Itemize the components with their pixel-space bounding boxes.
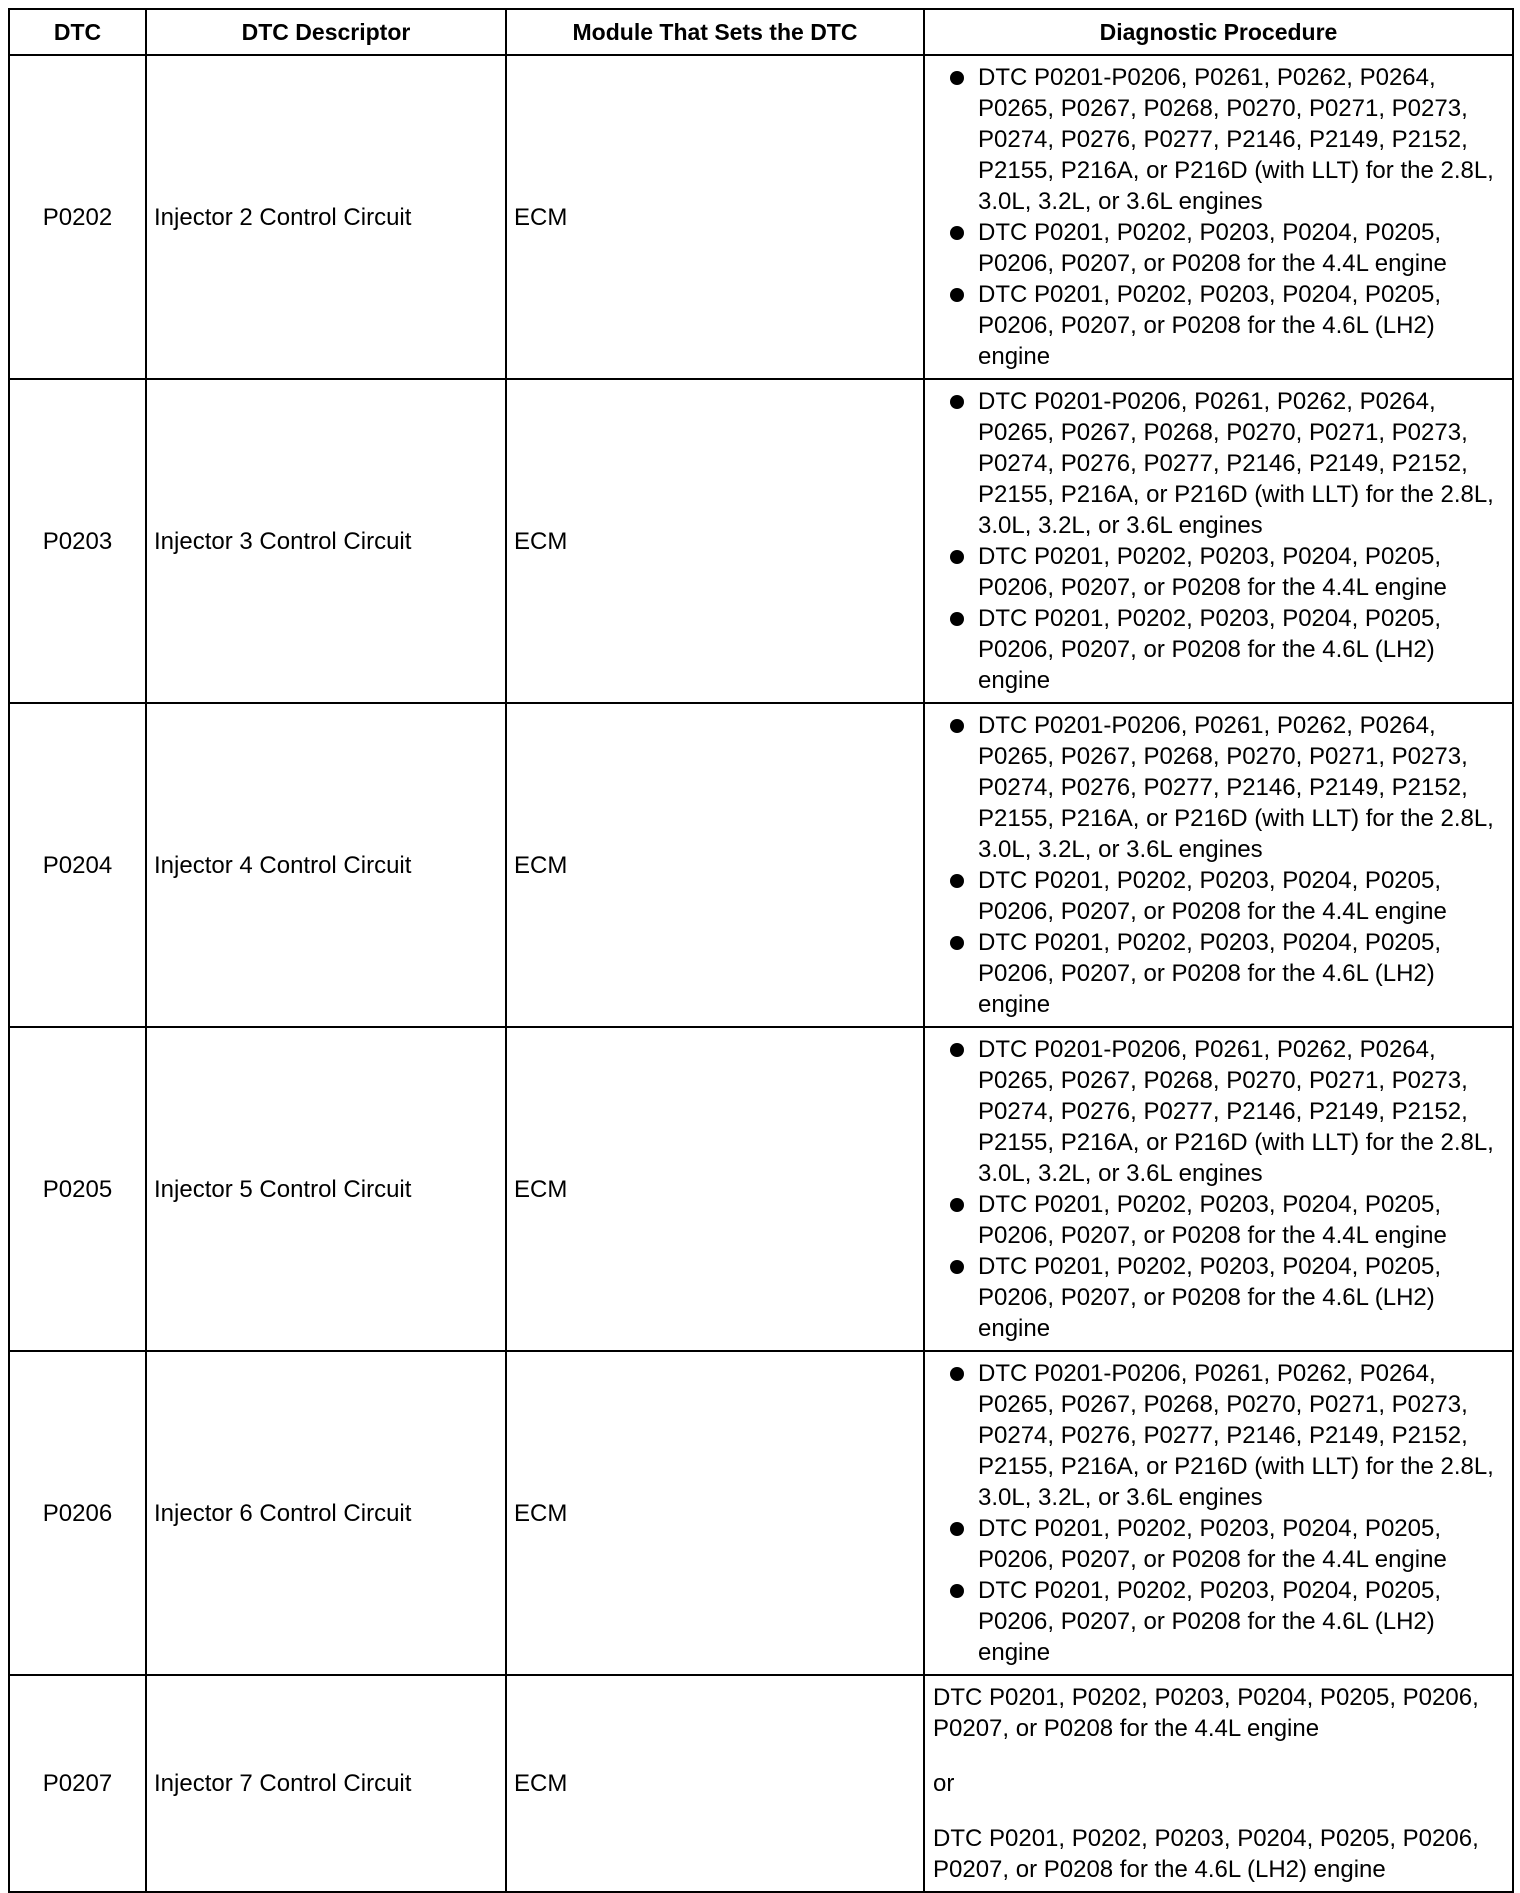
module: ECM: [506, 1675, 924, 1892]
diagnostic-procedure: [924, 379, 1513, 703]
procedure-item: DTC P0201-P0206, P0261, P0262, P0264, P0265, P0267, P0268, P0270, P0271, P0273, P0274, P0276, P0277, P2146, P2149, P2152, P2155, P216A, or P216D (with LLT) for the 2.8L, 3.0L, 3.2L, or 3.6L engines: [933, 386, 1504, 541]
table-row: [9, 1351, 1513, 1675]
procedure-list: [933, 386, 1504, 696]
dtc-descriptor: Injector 7 Control Circuit: [146, 1675, 506, 1892]
diagnostic-procedure: [924, 55, 1513, 379]
diagnostic-procedure: [924, 1027, 1513, 1351]
table-row: [9, 703, 1513, 1027]
header-dtc: DTC: [9, 9, 146, 55]
procedure-or: or: [933, 1770, 955, 1797]
diagnostic-procedure: [924, 703, 1513, 1027]
procedure-item: DTC P0201, P0202, P0203, P0204, P0205, P0206, P0207, or P0208 for the 4.4L engine: [933, 1189, 1504, 1251]
procedure-item: DTC P0201, P0202, P0203, P0204, P0205, P0206, P0207, or P0208 for the 4.6L (LH2) engine: [933, 927, 1504, 1020]
procedure-list: [933, 62, 1504, 372]
procedure-list: [933, 1358, 1504, 1668]
procedure-item: DTC P0201, P0202, P0203, P0204, P0205, P0206, P0207, or P0208 for the 4.4L engine: [933, 1513, 1504, 1575]
procedure-item: DTC P0201-P0206, P0261, P0262, P0264, P0265, P0267, P0268, P0270, P0271, P0273, P0274, P0276, P0277, P2146, P2149, P2152, P2155, P216A, or P216D (with LLT) for the 2.8L, 3.0L, 3.2L, or 3.6L engines: [933, 1034, 1504, 1189]
dtc-code: P0204: [9, 703, 146, 1027]
header-dtc-descriptor: DTC Descriptor: [146, 9, 506, 55]
dtc-code: P0202: [9, 55, 146, 379]
diagnostic-procedure: [924, 1351, 1513, 1675]
procedure-item: DTC P0201, P0202, P0203, P0204, P0205, P0206, P0207, or P0208 for the 4.6L (LH2) engine: [933, 603, 1504, 696]
header-module: Module That Sets the DTC: [506, 9, 924, 55]
header-diagnostic-procedure: Diagnostic Procedure: [924, 9, 1513, 55]
procedure-item: DTC P0201-P0206, P0261, P0262, P0264, P0265, P0267, P0268, P0270, P0271, P0273, P0274, P0276, P0277, P2146, P2149, P2152, P2155, P216A, or P216D (with LLT) for the 2.8L, 3.0L, 3.2L, or 3.6L engines: [933, 62, 1504, 217]
dtc-code: P0206: [9, 1351, 146, 1675]
procedure-list: [933, 1034, 1504, 1344]
table-row: [9, 379, 1513, 703]
dtc-code: P0205: [9, 1027, 146, 1351]
procedure-item: DTC P0201-P0206, P0261, P0262, P0264, P0265, P0267, P0268, P0270, P0271, P0273, P0274, P0276, P0277, P2146, P2149, P2152, P2155, P216A, or P216D (with LLT) for the 2.8L, 3.0L, 3.2L, or 3.6L engines: [933, 1358, 1504, 1513]
module: ECM: [506, 55, 924, 379]
module: ECM: [506, 1027, 924, 1351]
procedure-item: DTC P0201, P0202, P0203, P0204, P0205, P0206, P0207, or P0208 for the 4.4L engine: [933, 865, 1504, 927]
module: ECM: [506, 1351, 924, 1675]
dtc-code: P0207: [9, 1675, 146, 1892]
dtc-code: P0203: [9, 379, 146, 703]
module: ECM: [506, 703, 924, 1027]
procedure-item: DTC P0201, P0202, P0203, P0204, P0205, P0206, P0207, or P0208 for the 4.6L (LH2) engine: [933, 1575, 1504, 1668]
procedure-list: [933, 710, 1504, 1020]
table-row: [9, 1675, 1513, 1892]
dtc-descriptor: Injector 2 Control Circuit: [146, 55, 506, 379]
dtc-descriptor: Injector 3 Control Circuit: [146, 379, 506, 703]
dtc-table: [8, 8, 1514, 1893]
procedure-text: DTC P0201, P0202, P0203, P0204, P0205, P0206, P0207, or P0208 for the 4.6L (LH2) engine: [933, 1825, 1479, 1883]
document-page: [8, 8, 1512, 1893]
module: ECM: [506, 379, 924, 703]
procedure-item: DTC P0201, P0202, P0203, P0204, P0205, P0206, P0207, or P0208 for the 4.4L engine: [933, 217, 1504, 279]
procedure-item: DTC P0201-P0206, P0261, P0262, P0264, P0265, P0267, P0268, P0270, P0271, P0273, P0274, P0276, P0277, P2146, P2149, P2152, P2155, P216A, or P216D (with LLT) for the 2.8L, 3.0L, 3.2L, or 3.6L engines: [933, 710, 1504, 865]
table-row: [9, 55, 1513, 379]
table-header-row: [9, 9, 1513, 55]
dtc-descriptor: Injector 4 Control Circuit: [146, 703, 506, 1027]
procedure-item: DTC P0201, P0202, P0203, P0204, P0205, P0206, P0207, or P0208 for the 4.6L (LH2) engine: [933, 1251, 1504, 1344]
dtc-descriptor: Injector 6 Control Circuit: [146, 1351, 506, 1675]
procedure-item: DTC P0201, P0202, P0203, P0204, P0205, P0206, P0207, or P0208 for the 4.4L engine: [933, 541, 1504, 603]
procedure-item: DTC P0201, P0202, P0203, P0204, P0205, P0206, P0207, or P0208 for the 4.6L (LH2) engine: [933, 279, 1504, 372]
dtc-descriptor: Injector 5 Control Circuit: [146, 1027, 506, 1351]
diagnostic-procedure: [924, 1675, 1513, 1892]
procedure-text: DTC P0201, P0202, P0203, P0204, P0205, P0206, P0207, or P0208 for the 4.4L engine: [933, 1684, 1479, 1742]
table-row: [9, 1027, 1513, 1351]
